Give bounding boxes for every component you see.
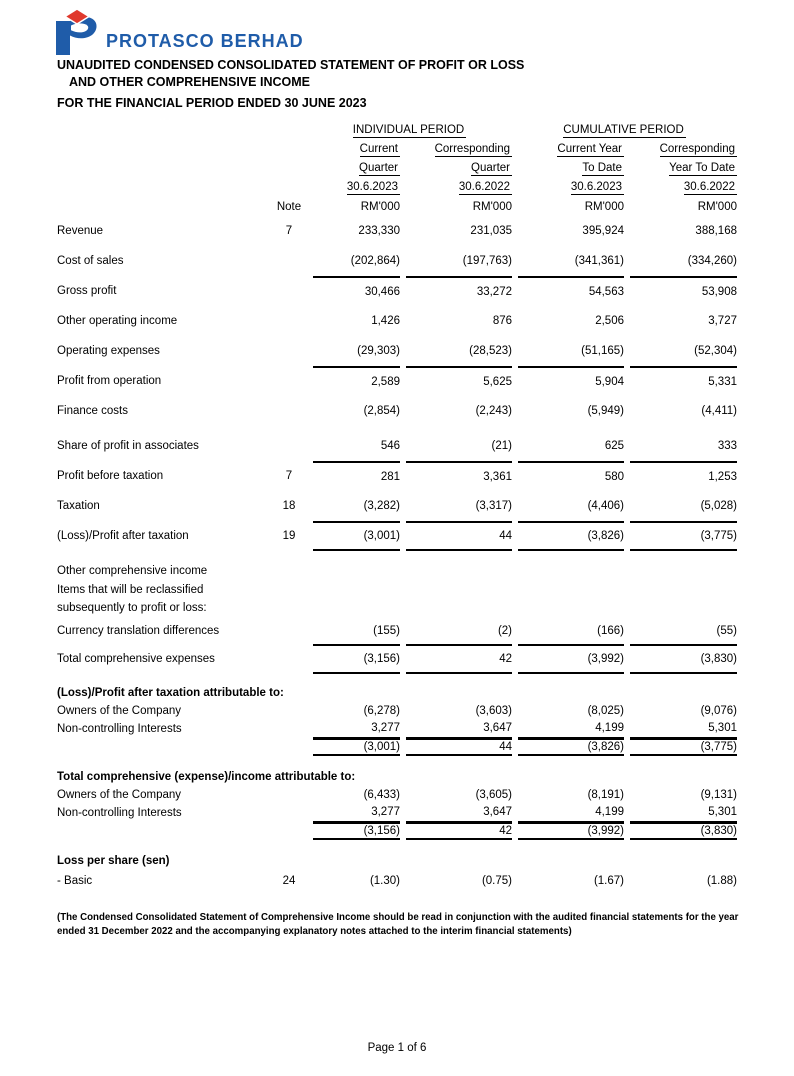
cell-value: (3,830)	[630, 822, 737, 840]
table-row-basic-eps	[57, 870, 737, 892]
row-label: Other operating income	[57, 315, 178, 327]
cell-value: (3,775)	[630, 521, 737, 551]
cell-value: (3,826)	[518, 738, 624, 756]
title-line-2: AND OTHER COMPREHENSIVE INCOME	[69, 75, 310, 89]
row-label: Non-controlling Interests	[57, 806, 182, 819]
row-note	[271, 702, 307, 720]
table-row-revenue	[57, 216, 737, 246]
table-row-cost-of-sales	[57, 246, 737, 276]
cell-value: (3,156)	[313, 644, 400, 674]
cell-value: (6,433)	[363, 788, 400, 801]
row-note	[271, 644, 307, 674]
cell-value: 3,277	[313, 720, 400, 738]
row-note	[271, 276, 307, 306]
cell-value: (3,605)	[475, 788, 512, 801]
row-note	[271, 336, 307, 366]
cell-value: (2,854)	[363, 405, 400, 417]
cell-value: 1,253	[630, 461, 737, 491]
row-note	[271, 366, 307, 396]
row-note: 24	[282, 874, 296, 887]
section-heading-label: Loss per share (sen)	[57, 854, 170, 867]
cell-value: (6,278)	[363, 704, 400, 717]
cell-value: (197,763)	[462, 255, 512, 267]
cell-value: 5,331	[630, 366, 737, 396]
column-date: 30.6.2022	[458, 180, 510, 193]
row-label: Taxation	[57, 500, 100, 512]
column-header-date-row	[57, 178, 737, 197]
cell-value: (334,260)	[687, 255, 737, 267]
row-note	[271, 822, 307, 840]
cell-value: 333	[717, 440, 737, 452]
note-column-header: Note	[276, 200, 302, 213]
table-row-total-attributable-tci	[57, 822, 737, 840]
row-label: - Basic	[57, 874, 93, 887]
cell-value: (55)	[716, 624, 737, 637]
row-note: 18	[282, 500, 296, 512]
cell-value: (202,864)	[350, 255, 400, 267]
cell-value: (3,001)	[313, 521, 400, 551]
table-row-finance-costs	[57, 396, 737, 426]
oci-heading-line-1: Other comprehensive income	[57, 565, 208, 577]
period-group-row	[57, 121, 737, 140]
individual-period-header: INDIVIDUAL PERIOD	[352, 123, 465, 136]
row-label: (Loss)/Profit after taxation	[57, 530, 189, 542]
cell-value: 231,035	[470, 225, 512, 237]
column-unit: RM'000	[360, 200, 400, 213]
cell-value: (5,949)	[587, 405, 624, 417]
table-row-taxation	[57, 491, 737, 521]
row-note	[271, 738, 307, 756]
section-heading-label: (Loss)/Profit after taxation attributable to:	[57, 686, 284, 699]
column-header-row-1	[57, 140, 737, 159]
cell-value: 54,563	[518, 276, 624, 306]
cell-value: (3,830)	[630, 644, 737, 674]
cell-value: (3,775)	[630, 738, 737, 756]
cell-value: 5,301	[630, 720, 737, 738]
title-line-3: FOR THE FINANCIAL PERIOD ENDED 30 JUNE 2023	[57, 96, 367, 110]
row-note	[271, 306, 307, 336]
table-header	[0, 121, 794, 216]
cell-value: (28,523)	[469, 345, 512, 357]
row-label: Cost of sales	[57, 255, 124, 267]
cell-value: 4,199	[518, 804, 624, 822]
cell-value: (166)	[597, 624, 624, 637]
row-label	[57, 822, 271, 840]
cell-value: (4,406)	[587, 500, 624, 512]
cell-value: (3,001)	[313, 738, 400, 756]
row-label: Total comprehensive expenses	[57, 652, 215, 665]
cell-value: (2,243)	[475, 405, 512, 417]
row-label: Share of profit in associates	[57, 440, 199, 452]
cell-value: (1.67)	[593, 874, 624, 887]
row-note	[271, 804, 307, 822]
cell-value: (341,361)	[574, 255, 624, 267]
row-label: Revenue	[57, 225, 104, 237]
column-header: Year To Date	[669, 161, 735, 174]
cell-value: 30,466	[313, 276, 400, 306]
cell-value: (3,826)	[518, 521, 624, 551]
cell-value: 3,647	[406, 804, 512, 822]
table-row-owners-of-the-company-tci	[57, 786, 737, 804]
table-row-currency-translation-differences	[57, 618, 737, 644]
row-label: Owners of the Company	[57, 704, 182, 717]
footnote-line-2: ended 31 December 2022 and the accompanying explanatory notes attached to the interim financial statements)	[57, 925, 572, 937]
section-heading-attributable-tci	[57, 768, 737, 786]
cell-value: 5,625	[406, 366, 512, 396]
row-label: Operating expenses	[57, 345, 160, 357]
column-header: Corresponding	[659, 142, 735, 155]
row-label: Profit before taxation	[57, 470, 164, 482]
table-row-non-controlling-interests-tci	[57, 804, 737, 822]
cell-value: (0.75)	[481, 874, 512, 887]
brand-name: PROTASCO BERHAD	[106, 31, 304, 51]
cell-value: 3,277	[313, 804, 400, 822]
cell-value: (3,603)	[475, 704, 512, 717]
cell-value: 3,727	[708, 315, 737, 327]
cell-value: (155)	[373, 624, 400, 637]
table-row-gross-profit	[57, 276, 737, 306]
table-row-other-operating-income	[57, 306, 737, 336]
table-row-non-controlling-interests-pl	[57, 720, 737, 738]
table-row-total-attributable-pl	[57, 738, 737, 756]
cell-value: 44	[406, 521, 512, 551]
section-heading-loss-per-share	[57, 852, 737, 870]
cell-value: 546	[380, 440, 400, 452]
column-header: Quarter	[471, 161, 510, 174]
cell-value: 42	[406, 822, 512, 840]
column-date: 30.6.2023	[570, 180, 622, 193]
table-row-operating-expenses	[57, 336, 737, 366]
row-note	[271, 720, 307, 738]
header-brand-row	[50, 8, 794, 55]
column-unit: RM'000	[472, 200, 512, 213]
cell-value: (3,156)	[313, 822, 400, 840]
cell-value: (1.30)	[369, 874, 400, 887]
statement-title	[57, 57, 794, 112]
row-note	[271, 431, 307, 461]
section-heading-attributable-pl	[57, 684, 737, 702]
cell-value: (2)	[497, 624, 512, 637]
cell-value: (8,025)	[587, 704, 624, 717]
row-note: 7	[285, 470, 293, 482]
cumulative-period-header: CUMULATIVE PERIOD	[563, 123, 684, 136]
page-number: Page 1 of 6	[367, 1042, 427, 1054]
cell-value: (4,411)	[701, 405, 737, 417]
row-label: Currency translation differences	[57, 624, 220, 637]
footnote	[57, 911, 794, 939]
cell-value: (5,028)	[700, 500, 737, 512]
oci-heading-line-2: Items that will be reclassified	[57, 583, 204, 596]
cell-value: (29,303)	[357, 345, 400, 357]
table-row-loss-profit-after-taxation	[57, 521, 737, 551]
column-header: Current	[359, 142, 398, 155]
cell-value: 281	[313, 461, 400, 491]
column-header: To Date	[582, 161, 622, 174]
cell-value: 395,924	[582, 225, 624, 237]
table-row-profit-before-taxation	[57, 461, 737, 491]
table-row-share-of-profit-in-associates	[57, 431, 737, 461]
cell-value: (9,076)	[700, 704, 737, 717]
cell-value: 388,168	[695, 225, 737, 237]
row-note: 7	[285, 225, 293, 237]
cell-value: 233,330	[358, 225, 400, 237]
cell-value: (8,191)	[587, 788, 624, 801]
section-heading-label: Total comprehensive (expense)/income attributable to:	[57, 770, 356, 783]
oci-heading-line-3: subsequently to profit or loss:	[57, 602, 207, 614]
row-note	[271, 246, 307, 276]
protasco-logo-icon	[50, 8, 98, 55]
cell-value: 44	[406, 738, 512, 756]
cell-value: (1.88)	[706, 874, 737, 887]
cell-value: 5,904	[518, 366, 624, 396]
table-row-owners-of-the-company-pl	[57, 702, 737, 720]
row-label: Gross profit	[57, 285, 117, 297]
cell-value: (3,317)	[475, 500, 512, 512]
cell-value: 42	[406, 644, 512, 674]
cell-value: 5,301	[630, 804, 737, 822]
column-unit: RM'000	[697, 200, 737, 213]
footnote-line-1: (The Condensed Consolidated Statement of Comprehensive Income should be read in conjunction with the audited financial statements for the year	[57, 911, 739, 923]
column-date: 30.6.2023	[346, 180, 398, 193]
row-note	[271, 396, 307, 426]
cell-value: 53,908	[630, 276, 737, 306]
cell-value: 33,272	[406, 276, 512, 306]
cell-value: 580	[518, 461, 624, 491]
row-label: Finance costs	[57, 405, 128, 417]
cell-value: 876	[492, 315, 512, 327]
column-unit-row	[57, 197, 737, 216]
cell-value: 2,589	[313, 366, 400, 396]
column-header: Corresponding	[434, 142, 510, 155]
table-row-total-comprehensive-expenses	[57, 644, 737, 674]
row-label: Non-controlling Interests	[57, 722, 182, 735]
title-line-1: UNAUDITED CONDENSED CONSOLIDATED STATEMENT OF PROFIT OR LOSS	[57, 58, 525, 72]
row-label: Owners of the Company	[57, 788, 182, 801]
cell-value: (3,992)	[518, 822, 624, 840]
column-header: Quarter	[359, 161, 398, 174]
column-header: Current Year	[557, 142, 622, 155]
row-label: Profit from operation	[57, 375, 162, 387]
row-note	[271, 618, 307, 644]
cell-value: 4,199	[518, 720, 624, 738]
cell-value: (21)	[491, 440, 512, 452]
cell-value: 1,426	[371, 315, 400, 327]
column-header-row-2	[57, 159, 737, 178]
table-row-profit-from-operation	[57, 366, 737, 396]
cell-value: (9,131)	[700, 788, 737, 801]
row-note	[271, 786, 307, 804]
column-unit: RM'000	[584, 200, 624, 213]
cell-value: (52,304)	[694, 345, 737, 357]
cell-value: 3,647	[406, 720, 512, 738]
cell-value: 2,506	[595, 315, 624, 327]
column-date: 30.6.2022	[683, 180, 735, 193]
cell-value: 3,361	[406, 461, 512, 491]
cell-value: (51,165)	[581, 345, 624, 357]
cell-value: (3,282)	[363, 500, 400, 512]
cell-value: (3,992)	[518, 644, 624, 674]
row-note: 19	[282, 530, 296, 542]
cell-value: 625	[604, 440, 624, 452]
row-label	[57, 738, 271, 756]
oci-heading	[57, 562, 794, 618]
